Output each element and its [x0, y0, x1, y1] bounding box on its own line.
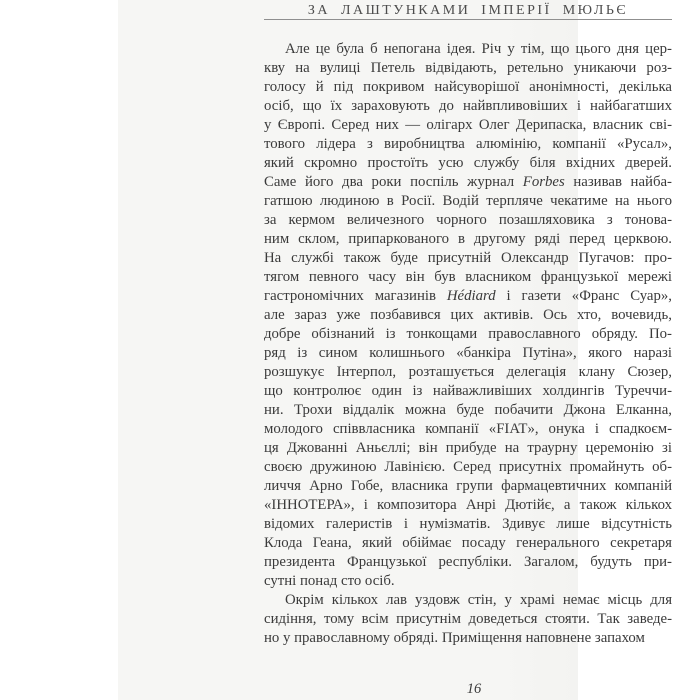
paragraph: [264, 40, 672, 591]
book-page: [118, 0, 672, 700]
header-rule: [264, 19, 672, 20]
text-line: голосу й під покривом найсуворішої анонімності, декілька: [264, 79, 672, 95]
text-line: тягом певного часу він був власником французької мережі: [264, 269, 672, 285]
text-line: но у православному обряді. Приміщення наповнене запахом: [264, 630, 645, 646]
text-line: ни. Трохи віддалік можна буде побачити Джона Елканна,: [264, 402, 672, 418]
text-line: «ІННОТЕРА», і композитора Анрі Дютійє, а також кількох: [264, 497, 672, 513]
text-line: сидіння, тому всім присутнім доведеться стояти. Так заведе-: [264, 611, 672, 627]
page-number: 16: [466, 681, 482, 697]
text-line: ним склом, припаркованого в другому ряді перед церквою.: [264, 231, 672, 247]
text-line: личчя Арно Гобе, власника групи фармацевтичних компаній: [264, 478, 672, 494]
text-line: тового лідера з виробництва алюмінію, компанії «Русал»,: [264, 136, 672, 152]
text-line: Окрім кількох лав уздовж стін, у храмі немає місць для: [285, 592, 672, 608]
text-line: ряд із сином колишнього «банкіра Путіна», якого наразі: [264, 345, 672, 361]
text-line: який скромно простоїть усю службу біля вхідних дверей.: [264, 155, 672, 171]
text-line: На службі також буде присутній Олександр Пугачов: про-: [264, 250, 672, 266]
text-line: Саме його два роки поспіль журнал Forbes називав найба-: [264, 174, 672, 190]
text-line: розшукує Інтерпол, розташується делегація клану Сюзер,: [264, 364, 672, 380]
text-line: добре обізнаний із тонкощами православного обряду. По-: [264, 326, 672, 342]
running-header: ЗА ЛАШТУНКАМИ ІМПЕРІЇ МЮЛЬЄ: [307, 3, 629, 18]
text-line: ця Джованні Аньєллі; він прибуде на траурну церемонію зі: [264, 440, 672, 456]
paragraph: [264, 591, 672, 648]
text-line: гастрономічних магазинів Hédiard і газети «Франс Суар»,: [264, 288, 672, 304]
text-block: [264, 40, 672, 648]
text-line: осіб, що їх зараховують до найвпливовіших і найбагатших: [264, 98, 672, 114]
text-line: Клода Геана, який обіймає посаду генерального секретаря: [264, 535, 672, 551]
text-line: що контролює один із найважливіших холдингів Туреччи-: [264, 383, 672, 399]
text-line: президента Французької республіки. Загалом, будуть при-: [264, 554, 672, 570]
text-line: але зараз уже позбавився цих активів. Ось хто, вочевидь,: [264, 307, 672, 323]
text-line: сутні понад сто осіб.: [264, 573, 395, 589]
text-line: кву на вулиці Петель відвідають, ретельно уникаючи роз-: [264, 60, 672, 76]
text-line: за кермом величезного чорного позашляховика з тонова-: [264, 212, 672, 228]
text-line: у Європі. Серед них — олігарх Олег Дерипаска, власник сві-: [264, 117, 672, 133]
text-line: відомих галеристів і нумізматів. Здивує лише відсутність: [264, 516, 672, 532]
text-line: молодого співвласника компанії «FIAT», онука і спадкоєм-: [264, 421, 672, 437]
text-line: Але це була б непогана ідея. Річ у тім, що цього дня цер-: [285, 41, 672, 57]
text-line: гатшою людиною в Росії. Водій терпляче чекатиме на нього: [264, 193, 672, 209]
text-line: своєю дружиною Лавінією. Серед присутніх промайнуть об-: [264, 459, 672, 475]
